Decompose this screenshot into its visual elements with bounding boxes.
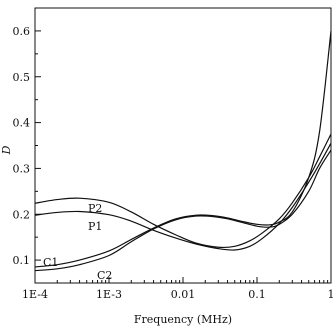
y-tick-label: 0.4 [12,116,30,130]
x-tick-label: 0.1 [248,288,266,301]
series-line-p2 [35,134,331,247]
x-axis-title: Frequency (MHz) [133,313,233,326]
x-tick-label: 1E-4 [22,288,48,301]
x-tick-label: 1 [327,288,334,301]
x-tick-label: 0.01 [170,288,196,301]
series-label-c1: C1 [43,256,59,269]
series-line-p1 [35,143,331,250]
y-axis [13,25,42,267]
series-lines [35,31,331,271]
x-axis [22,277,334,301]
y-tick-label: 0.2 [12,208,30,222]
y-tick-label: 0.5 [12,70,30,84]
y-tick-label: 0.3 [12,162,30,176]
plot-frame [35,8,331,283]
y-tick-label: 0.6 [12,24,30,38]
series-label-p2: P2 [88,202,103,215]
series-label-c2: C2 [97,269,113,282]
y-axis-title: D [0,145,13,155]
series-line-c1 [35,31,331,267]
x-tick-label: 1E-3 [96,288,122,301]
series-label-p1: P1 [88,220,103,233]
y-tick-label: 0.1 [12,254,30,268]
